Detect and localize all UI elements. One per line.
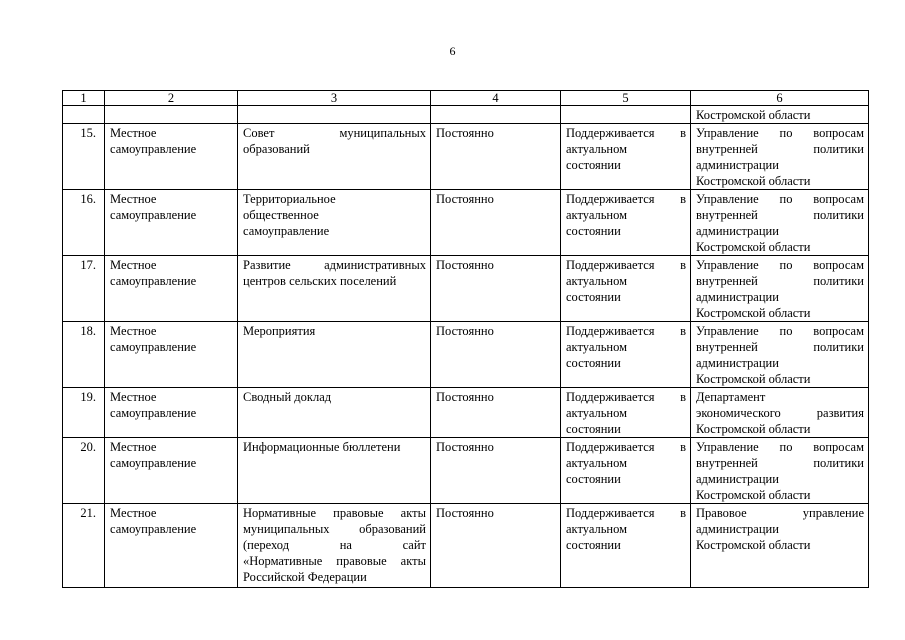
name-cell [238, 256, 431, 322]
name-cell [238, 504, 431, 588]
cell-line: (переход на сайт [243, 538, 426, 552]
cell-line: Костромской области [696, 306, 811, 320]
row-number: 21. [63, 504, 105, 588]
header-cell: 6 [691, 91, 869, 106]
cell-line: актуальном [566, 406, 628, 420]
sphere-cell [105, 190, 238, 256]
cell-line: Поддерживается в [566, 324, 686, 338]
status-cell [561, 438, 691, 504]
cell-line: Информационные бюллетени [243, 440, 401, 454]
cell-line: актуальном [566, 456, 628, 470]
status-cell [561, 256, 691, 322]
cell-line: состоянии [566, 538, 621, 552]
cell-line: Правовое управление [696, 506, 864, 520]
row-number: 17. [63, 256, 105, 322]
cell-line: Поддерживается в [566, 390, 686, 404]
cell-line: Управление по вопросам [696, 324, 864, 338]
cell [63, 106, 105, 124]
row-number: 18. [63, 322, 105, 388]
cell-line: Управление по вопросам [696, 126, 864, 140]
cell-line: внутренней политики [696, 274, 864, 288]
cell-line: администрации [696, 290, 779, 304]
cell-line: Управление по вопросам [696, 192, 864, 206]
header-row [63, 91, 869, 106]
row-number: 15. [63, 124, 105, 190]
cell-line: состоянии [566, 472, 621, 486]
period-cell: Постоянно [431, 388, 561, 438]
cell-line: Местное [110, 192, 157, 206]
cell-line: самоуправление [110, 340, 197, 354]
name-cell [238, 190, 431, 256]
continued-row [63, 106, 869, 124]
cell-line: Совет муниципальных [243, 126, 426, 140]
cell-line: Местное [110, 440, 157, 454]
header-cell: 5 [561, 91, 691, 106]
table-row [63, 388, 869, 438]
cell-line: администрации [696, 356, 779, 370]
period-cell: Постоянно [431, 190, 561, 256]
cell [561, 106, 691, 124]
cell-line: администрации [696, 522, 779, 536]
status-cell [561, 322, 691, 388]
cell-line: Местное [110, 506, 157, 520]
sphere-cell [105, 124, 238, 190]
cell-line: Поддерживается в [566, 258, 686, 272]
cell-line: самоуправление [243, 224, 330, 238]
row-number: 20. [63, 438, 105, 504]
table-row [63, 504, 869, 588]
cell-line: состоянии [566, 158, 621, 172]
cell-line: «Нормативные правовые акты [243, 554, 426, 568]
name-cell [238, 124, 431, 190]
cell-line: внутренней политики [696, 340, 864, 354]
responsible-cell [691, 388, 869, 438]
responsible-cell [691, 322, 869, 388]
status-cell [561, 388, 691, 438]
sphere-cell [105, 256, 238, 322]
cell-line: муниципальных образований [243, 522, 426, 536]
status-cell [561, 124, 691, 190]
cell-line: состоянии [566, 290, 621, 304]
header-cell: 3 [238, 91, 431, 106]
cell-line: самоуправление [110, 142, 197, 156]
cell-line: состоянии [566, 356, 621, 370]
table-row [63, 256, 869, 322]
cell-line: Костромской области [696, 422, 811, 436]
row-number: 19. [63, 388, 105, 438]
cell-line: Местное [110, 126, 157, 140]
row-number: 16. [63, 190, 105, 256]
cell-line: Территориальное [243, 192, 336, 206]
responsible-cell [691, 124, 869, 190]
cell-line: экономического развития [696, 406, 864, 420]
cell-line: актуальном [566, 340, 628, 354]
header-cell: 2 [105, 91, 238, 106]
cell [105, 106, 238, 124]
cell-line: Департамент [696, 390, 766, 404]
header-cell: 1 [63, 91, 105, 106]
cell-line: Поддерживается в [566, 440, 686, 454]
cell-line: Костромской области [696, 240, 811, 254]
period-cell: Постоянно [431, 438, 561, 504]
cell-line: Поддерживается в [566, 506, 686, 520]
status-cell [561, 190, 691, 256]
cell-line: образований [243, 142, 310, 156]
cell-line: внутренней политики [696, 456, 864, 470]
sphere-cell [105, 504, 238, 588]
cell-line: Костромской области [696, 488, 811, 502]
sphere-cell [105, 322, 238, 388]
cell-line: администрации [696, 224, 779, 238]
name-cell [238, 438, 431, 504]
cell-line: Нормативные правовые акты [243, 506, 426, 520]
cell-line: Поддерживается в [566, 192, 686, 206]
cell-line: центров сельских поселений [243, 274, 397, 288]
name-cell [238, 322, 431, 388]
table-row [63, 438, 869, 504]
cell-line: актуальном [566, 142, 628, 156]
registry-table [62, 90, 869, 588]
cell-line: Местное [110, 258, 157, 272]
period-cell: Постоянно [431, 124, 561, 190]
cell-line: Российской Федерации [243, 570, 367, 584]
cell [238, 106, 431, 124]
cell-line: общественное [243, 208, 319, 222]
table-row [63, 190, 869, 256]
cell-line: администрации [696, 158, 779, 172]
responsible-cell [691, 190, 869, 256]
name-cell [238, 388, 431, 438]
table-row [63, 124, 869, 190]
cell-line: самоуправление [110, 456, 197, 470]
cell-line: актуальном [566, 274, 628, 288]
cell-line: Развитие административных [243, 258, 426, 272]
cell-line: актуальном [566, 522, 628, 536]
header-cell: 4 [431, 91, 561, 106]
cell-line: Местное [110, 324, 157, 338]
sphere-cell [105, 438, 238, 504]
cell-line: самоуправление [110, 274, 197, 288]
responsible-cell [691, 504, 869, 588]
period-cell: Постоянно [431, 504, 561, 588]
cell-line: Управление по вопросам [696, 440, 864, 454]
responsible-cell [691, 438, 869, 504]
cell-line: Костромской области [696, 174, 811, 188]
cell-line: самоуправление [110, 208, 197, 222]
cell-line: состоянии [566, 422, 621, 436]
cell-line: Сводный доклад [243, 390, 332, 404]
period-cell: Постоянно [431, 322, 561, 388]
sphere-cell [105, 388, 238, 438]
cell [431, 106, 561, 124]
cell-line: самоуправление [110, 406, 197, 420]
cell-line: самоуправление [110, 522, 197, 536]
cell-line: Местное [110, 390, 157, 404]
cell-line: Поддерживается в [566, 126, 686, 140]
page-number: 6 [449, 44, 456, 58]
cell-line: внутренней политики [696, 142, 864, 156]
cell-line: внутренней политики [696, 208, 864, 222]
cell-line: актуальном [566, 208, 628, 222]
cell-line: Мероприятия [243, 324, 316, 338]
cell-line: Костромской области [696, 372, 811, 386]
status-cell [561, 504, 691, 588]
cell-line: Управление по вопросам [696, 258, 864, 272]
responsible-cell [691, 256, 869, 322]
period-cell: Постоянно [431, 256, 561, 322]
cell-line: состоянии [566, 224, 621, 238]
table-row [63, 322, 869, 388]
cell-line: Костромской области [696, 538, 811, 552]
cell-line: администрации [696, 472, 779, 486]
continued-responsible: Костромской области [691, 106, 869, 124]
